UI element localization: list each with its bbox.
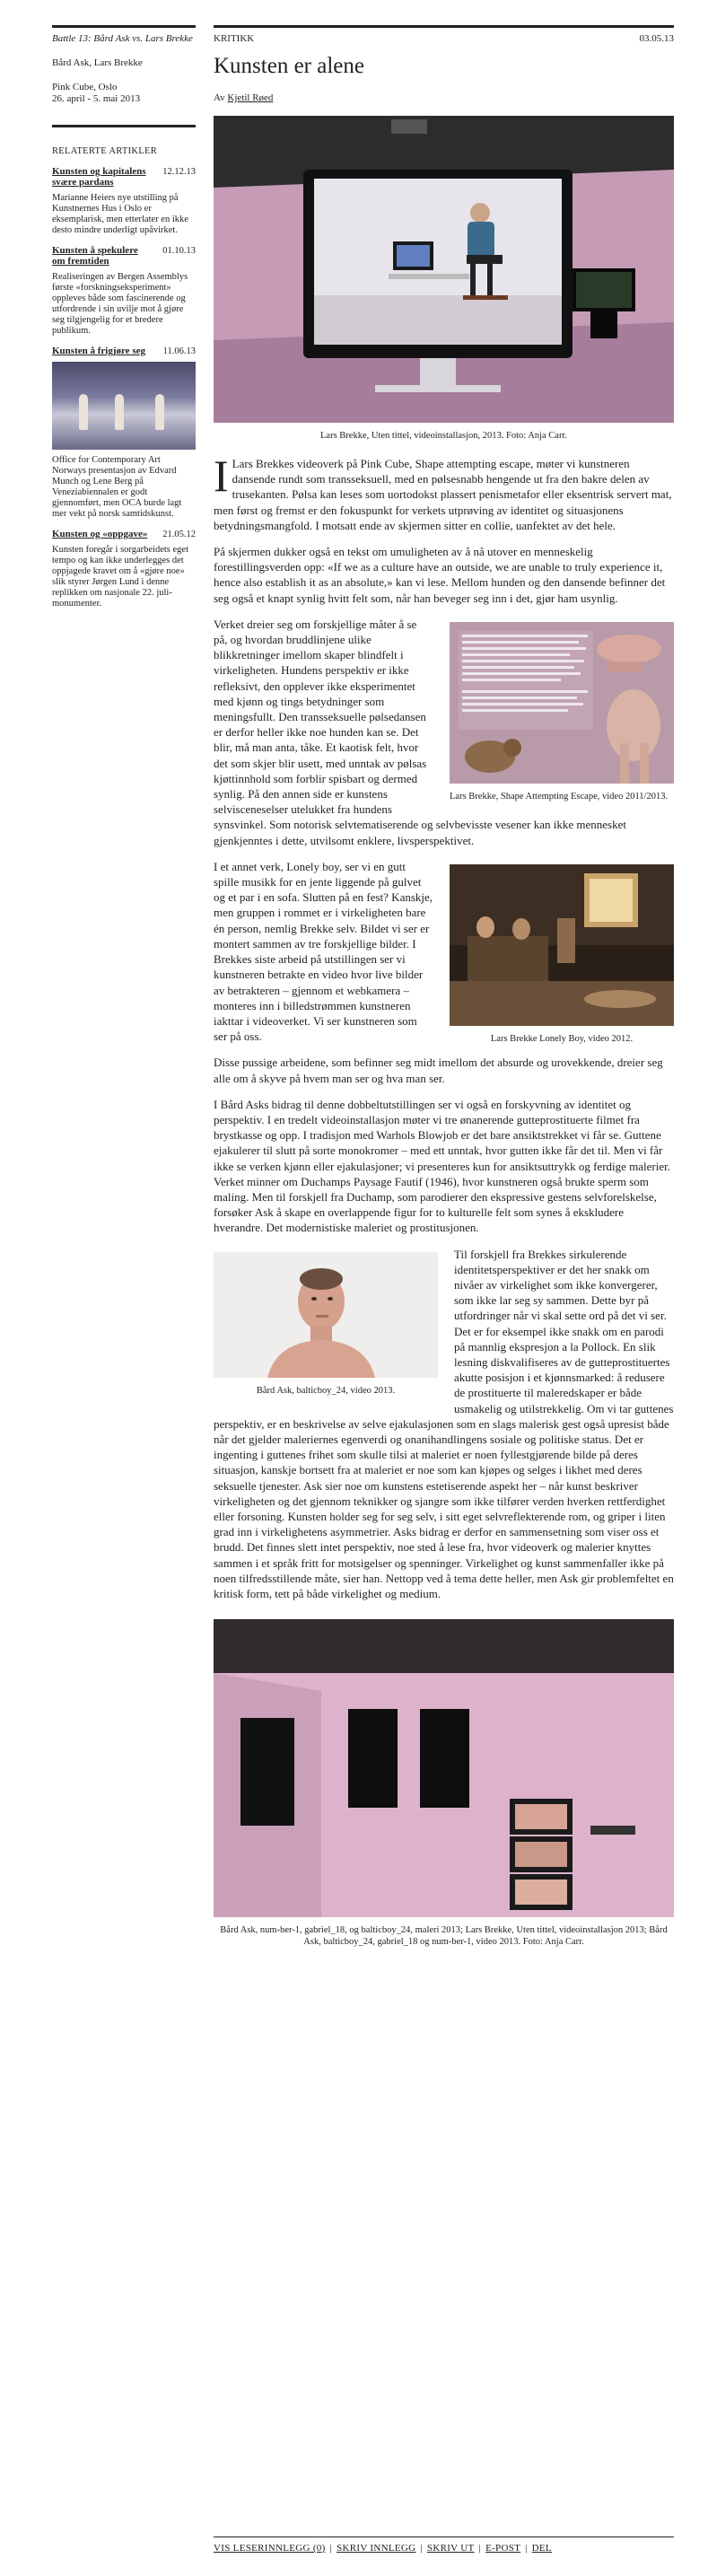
show-comments-link[interactable]: VIS LESERINNLEGG (0) xyxy=(214,2543,326,2554)
separator: | xyxy=(329,2543,333,2554)
byline-prefix: Av xyxy=(214,92,225,103)
sidebar xyxy=(52,25,196,609)
separator: | xyxy=(525,2543,528,2554)
thumbnail-figure xyxy=(155,394,164,430)
sidebar-top-rule xyxy=(52,25,196,28)
figure-lonely-boy xyxy=(450,864,674,1045)
thumbnail-figure xyxy=(115,394,124,430)
related-article-date: 01.10.13 xyxy=(162,246,196,256)
related-article-summary: Kunsten foregår i sorgarbeidets eget tempo og kan ikke underlegges det oppjagede kravet om å «gjøre noe» slik styrer Jørgen Lund i denne replikken om nasjonale 22. juli-monumenter. xyxy=(52,545,189,609)
write-comment-link[interactable]: SKRIV INNLEGG xyxy=(337,2543,416,2554)
figure-balticboy xyxy=(214,1252,438,1397)
article-meta xyxy=(214,28,674,44)
exhibition-dates: 26. april - 5. mai 2013 xyxy=(52,93,141,104)
related-article-date: 12.12.13 xyxy=(162,167,196,177)
related-article-date: 21.05.12 xyxy=(162,530,196,539)
exhibition-venue: Pink Cube, Oslo xyxy=(52,82,118,92)
article-date: 03.05.13 xyxy=(639,33,674,44)
photo-installation-room xyxy=(214,1619,674,1917)
paragraph: Verket dreier seg om forskjellige måter å se på, og hvordan bruddlinjene ulike blikkretninger imellom skaper blindfelt i virkeligheten. Hundens perspektiv er ikke refleksivt, den opplever ikke eksperimentet med kjønn og tings betydninger som meningsfullt. Den transseksuelle pølsedansen er derfor heller ikke noe hunden kan se. Det blir, må man anta, tåke. Et kaotisk felt, hvor det som skjer blir usett, med unntak av pølsas kjøttinnhold som forblir spisbart og dermed synlig. På den annen side er kunstens selvisceneselser utelukket fra hundens synsvinkel. Som notorisk selvtematiserende og selvbevisste vesener kan ikke mennesket gjenkjenntes i dette, utvilsomt enklere, livsperspektivet. xyxy=(214,617,626,847)
related-article-date: 11.06.13 xyxy=(162,346,196,356)
separator: | xyxy=(478,2543,482,2554)
paragraph: I Bård Asks bidrag til denne dobbeltutstillingen ser vi også en forskyvning av identitet og perspektiv. I en tredelt videoinstallasjon møter vi tre ønanerende gutteprostituerte filmet fra brystkasse og opp. I tradisjon med Warhols Blowjob er det bare ansiktstrekket vi får se. Guttene ejakulerer til slutt på sorte monokromer – med ett unntak, hvor gutten ikke får det til. Men vi får ikke se verken kjønn eller ejakulasjoner; vi presenteres kun for ansiktsuttrykk og ferdige malerier. Verket minner om Duchamps Paysage Fautif (1946), hvor kunstneren også brukte sperm som maling. Men til forskjell fra Duchamp, som parodierer den ekspressive gestens selvforelskelse, forsøker Ask å skape en overlappende figur for to kulturelle felt som synes å ekskludere hverandre. Det modernistiske maleriet og prostitusjonen. xyxy=(214,1097,670,1235)
installation-illustration xyxy=(214,1619,674,1917)
byline xyxy=(214,92,674,103)
article xyxy=(214,25,674,1948)
paragraph: På skjermen dukker også en tekst om umuligheten av å nå utover en menneskelig forestillingsverden opp: «If we as a culture have an outside, we are unable to truly experience it, hence also establish it as an absolute,» kan vi lese. Mellom hunden og den dansende befinner det seg også et knapt synlig hvitt felt som, når han beveger seg inn i det, gjør ham usynlig. xyxy=(214,545,666,605)
related-article-summary: Realiseringen av Bergen Assemblys første «forskningseksperiment» oppleves både som fascinerende og utfordrende i sin uvilje mot å gjøre seg tilgjengelig for et bredere publikum. xyxy=(52,272,188,336)
caption-photo-5: Bård Ask, num-ber-1, gabriel_18, og balticboy_24, maleri 2013; Lars Brekke, Uten tittel, videoinstallasjon 2013; Bård Ask, balticboy_24, gabriel_18 og num-ber-1, video 2013. Foto: Anja Carr. xyxy=(220,1925,668,1948)
related-article xyxy=(52,245,196,337)
related-article xyxy=(52,529,196,609)
caption-photo-1: Lars Brekke, Uten tittel, videoinstallasjon, 2013. Foto: Anja Carr. xyxy=(320,431,567,441)
monitor-illustration xyxy=(214,116,674,423)
thumbnail-figure xyxy=(79,394,88,430)
related-article-summary: Office for Contemporary Art Norways presentasjon av Edvard Munch og Lene Berg på Veneziabiennalen er godt gjennomført, men OCA burde lagt mer vekt på norsk samtidskunst. xyxy=(52,455,182,519)
exhibition-artists: Bård Ask, Lars Brekke xyxy=(52,57,143,68)
figure-shape-attempting-escape xyxy=(450,622,674,802)
author-link[interactable]: Kjetil Røed xyxy=(227,92,274,103)
photo-balticboy xyxy=(214,1252,438,1378)
caption-photo-3: Lars Brekke Lonely Boy, video 2012. xyxy=(490,1033,634,1044)
video-still-illustration xyxy=(450,864,674,1026)
photo-installation-monitor xyxy=(214,116,674,423)
paragraph: Til forskjell fra Brekkes sirkulerende identitetsperspektiver er det her snakk om nivåer av virkelighet som ikke konvergerer, som ikke lar seg sy sammen. Dette byr på utfordringer når vi skal sette ord på det vi ser. Det er for eksempel ikke snakk om en parodi på mannlig ekspresjon a la Pollock. En slik lesning diskvalifiseres av de gutteprostituertes akutte posisjon i et kjønnsmarked: å redusere de prostituerte til maleredskaper er både usmakelig og utilstrekkelig. Om vi tar guttenes perspektiv, er en beskrivelse av selve ejakulasjonen som en slags malerisk gest også upresist både når det gjelder maleriernes egenverdi og onanihandlingens sosiale og politiske status. Det er ingenting i guttenes frihet som skulle tilsi at maleriet er noen fyllestgjørende bilde på deres situasjon, kanskje bortsett fra at maleriet er noe som kan kjøpes og selges i likhet med deres seksuelle tjenester. Ask sier noe om kunstens estetiserende aspekt her – når kunst beskriver virkeligheten og det gjennom teknikker og sjangre som ikke tilfører verden hverken rettferdighet eller forsoning. Kunsten holder seg for seg selv, i sitt eget selvreflekterende rom, og griper i liten grad inn i virkelighetens asymmetrier. Asks bidrag er derfor en sammensetning som viser oss et brudd. Det finnes slett intet perspektiv, noe sted å lese fra, hvor videoverk og malerier knyttes sammen i et språk fritt for motsigelser og spenninger. Virkelighet og kunst sammenfaller ikke på noen tilfredsstillende måte, sier han. Nettopp ved å tema dette heller, men Ask gir problemfeltet en kritisk form, tett på både virkelighet og medium. xyxy=(214,1247,674,1601)
paragraph: Disse pussige arbeidene, som befinner seg midt imellom det absurde og urovekkende, dreier seg alle om å skyve på hvem man ser og hva man ser. xyxy=(214,1056,663,1085)
article-category: KRITIKK xyxy=(214,33,255,44)
related-article-link[interactable]: Kunsten å frigjøre seg xyxy=(52,346,145,356)
photo-lonely-boy xyxy=(450,864,674,1026)
related-article xyxy=(52,346,196,520)
related-article-link[interactable]: Kunsten å spekulere om fremtiden xyxy=(52,245,138,267)
related-article xyxy=(52,166,196,236)
print-link[interactable]: SKRIV UT xyxy=(426,2543,475,2554)
paragraph xyxy=(214,451,674,533)
drop-cap: I xyxy=(214,451,229,501)
article-footer xyxy=(214,2537,674,2554)
related-article-summary: Marianne Heiers nye utstilling på Kunstnernes Hus i Oslo er eksemplarisk, men etterlater en ikke desto mindre underligt upåvirket. xyxy=(52,193,188,235)
exhibition-title: Battle 13: Bård Ask vs. Lars Brekke xyxy=(52,33,193,44)
related-article-link[interactable]: Kunsten og kapitalens svære pardans xyxy=(52,166,146,188)
email-link[interactable]: E-POST xyxy=(485,2543,521,2554)
related-article-link[interactable]: Kunsten og «oppgave» xyxy=(52,529,148,539)
video-still-illustration xyxy=(214,1252,438,1378)
related-rule xyxy=(52,125,196,127)
video-still-illustration xyxy=(450,622,674,784)
related-article-thumbnail[interactable] xyxy=(52,362,196,450)
share-link[interactable]: DEL xyxy=(531,2543,552,2554)
caption-photo-2: Lars Brekke, Shape Attempting Escape, video 2011/2013. xyxy=(450,791,669,802)
photo-shape-attempting-escape xyxy=(450,622,674,784)
article-body xyxy=(214,451,674,1612)
caption-photo-4: Bård Ask, balticboy_24, video 2013. xyxy=(256,1385,396,1396)
related-heading: RELATERTE ARTIKLER xyxy=(52,146,158,156)
paragraph: I et annet verk, Lonely boy, ser vi en gutt spille musikk for en jente liggende på gulvet og et par i en sofa. Slutten på en fest? Kanskje, men gruppen i rommet er i virkeligheten bare én person, nemlig Brekke selv. Bildet vi ser er montert sammen av tre forskjellige bilder. I Brekkes siste arbeid på utstillingen ser vi kunstneren betrakte en video hvor live bilder av betrakteren – gjennom et webkamera – monteres inn i billedstrømmen kunstneren iakttar i videoverket. Vi ser kunstneren som ser på oss. xyxy=(214,859,433,1044)
paragraph-text: Lars Brekkes videoverk på Pink Cube, Shape attempting escape, møter vi kunstneren dansende rundt som transseksuell, med en pølsesnabb hengende ut fra den bakre delen av trusekanten. Pølsa kan leses som uortodokst plassert penismetafor eller eksentrisk servert mat, men først og fremst er den fokuspunkt for verkets utprøving av identitet og situasjonens betydningsmangfold. I motsatt ende av skjermen sitter en collie, uanfektet av det hele. xyxy=(214,457,672,532)
separator: | xyxy=(420,2543,423,2554)
article-title: Kunsten er alene xyxy=(214,54,364,78)
